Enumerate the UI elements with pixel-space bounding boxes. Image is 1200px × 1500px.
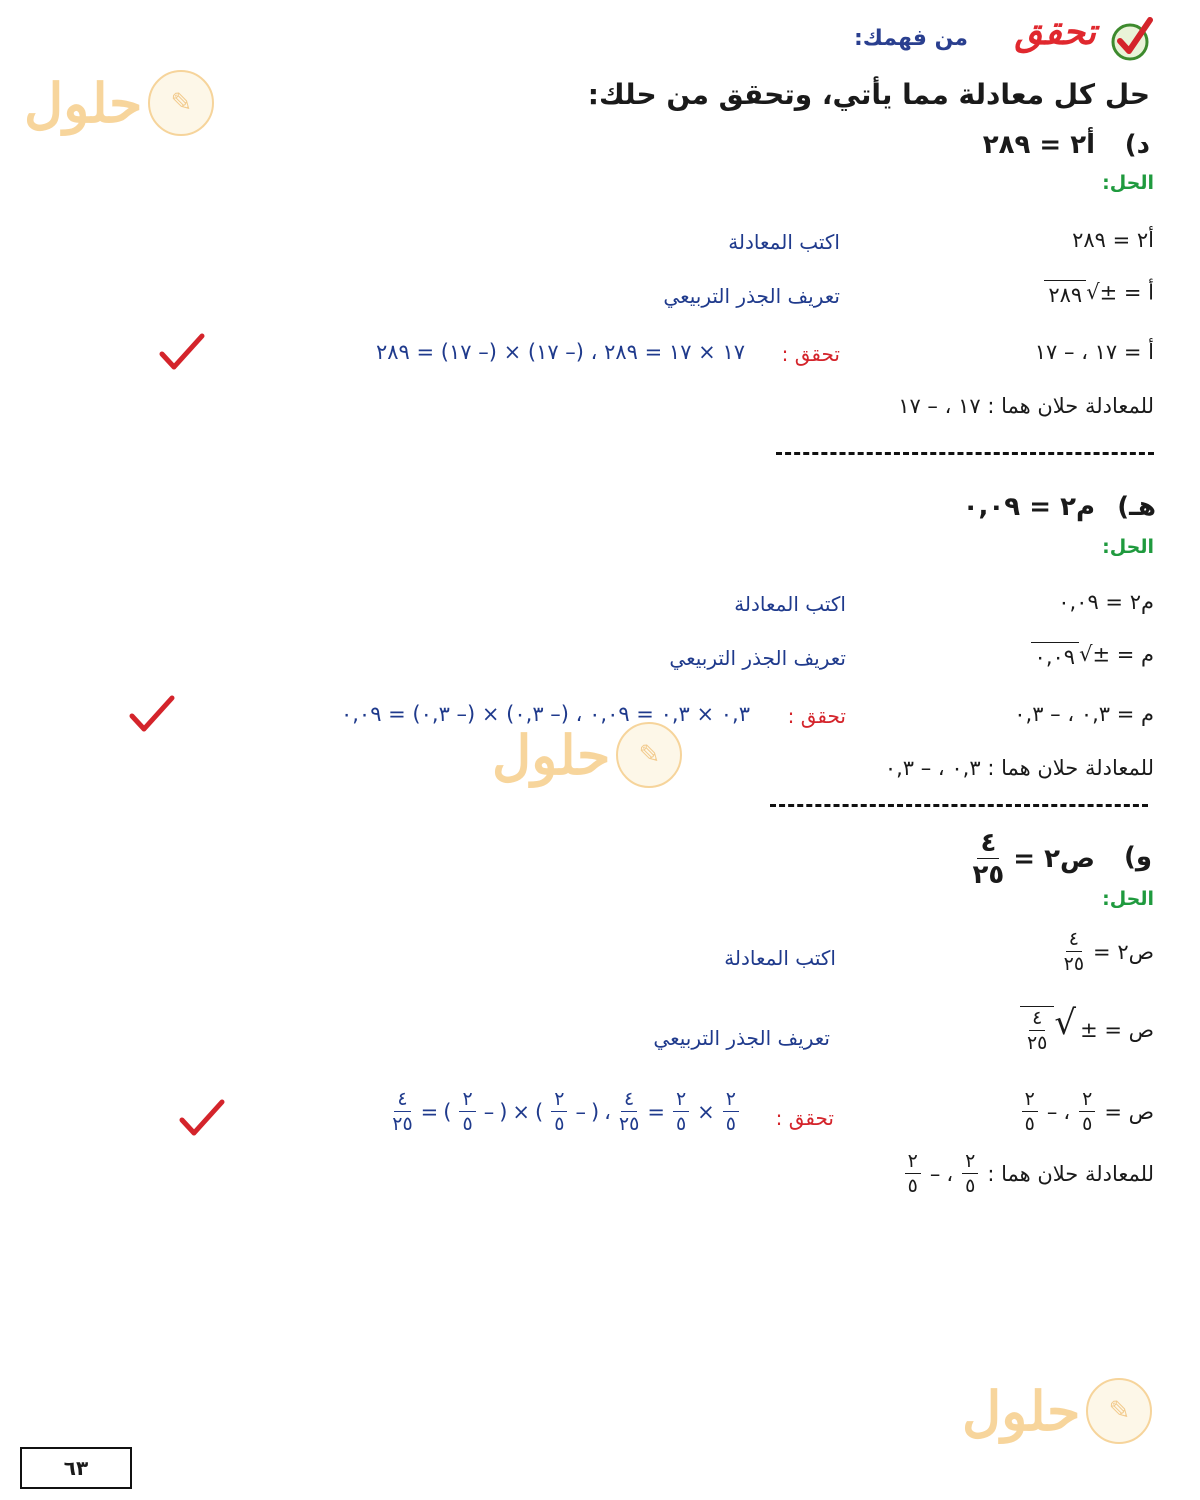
red-check-icon <box>178 1098 226 1142</box>
step-2: ص = ± √ $\frac{٤}{٢٥}$ <box>1020 1006 1154 1053</box>
step-3: أ = ١٧ ، – ١٧ <box>1034 340 1154 364</box>
red-check-icon <box>128 694 176 738</box>
check-label: تحقق : <box>781 342 840 366</box>
watermark-logo: ✎ حلول <box>492 722 682 788</box>
step-reason: اكتب المعادلة <box>734 592 846 616</box>
step-reason: تعريف الجذر التربيعي <box>653 1026 830 1050</box>
solution-label: الحل: <box>1102 888 1154 910</box>
solution-label: الحل: <box>1102 536 1154 558</box>
section-subtitle: من فهمك: <box>853 26 968 51</box>
conclusion: للمعادلة حلان هما : ٠,٣ ، – ٠,٣ <box>884 756 1154 780</box>
check-badge-icon <box>1108 14 1156 66</box>
watermark-logo: ✎ حلول <box>24 70 214 136</box>
step-1: ص٢ = $\frac{٤}{٢٥}$ <box>1063 928 1154 975</box>
red-check-icon <box>158 332 206 376</box>
conclusion: للمعادلة حلان هما : $\frac{٢}{٥}$ ، – $\frac{٢}{٥}$ <box>902 1152 1154 1196</box>
step-reason: تعريف الجذر التربيعي <box>663 284 840 308</box>
watermark-logo: ✎ حلول <box>962 1378 1152 1444</box>
problem-letter: و) <box>1123 842 1152 872</box>
step-3: ص = $\frac{٢}{٥}$ ، – $\frac{٢}{٥}$ <box>1019 1090 1154 1134</box>
step-2: أ = ± √ ٢٨٩ <box>1044 280 1154 307</box>
step-3: م = ٠,٣ ، – ٠,٣ <box>1014 702 1154 726</box>
check-expression: $\frac{٢}{٥}$ × $\frac{٢}{٥}$ = $\frac{٤}{٢٥}$ ، ( – $\frac{٢}{٥}$ ) × ( – $\frac{٢}{٥}$ ) = $\frac{٤}{٢٥}$ <box>389 1090 742 1134</box>
problem-equation: م٢ = ٠,٠٩ <box>962 492 1095 522</box>
solution-label: الحل: <box>1102 172 1154 194</box>
check-label: تحقق : <box>775 1106 834 1130</box>
book-icon: ✎ <box>1086 1378 1152 1444</box>
conclusion: للمعادلة حلان هما : ١٧ ، – ١٧ <box>898 394 1154 418</box>
check-expression: ٠,٣ × ٠,٣ = ٠,٠٩ ، (– ٠,٣) × (– ٠,٣) = ٠,٠٩ <box>340 702 750 726</box>
book-icon: ✎ <box>616 722 682 788</box>
check-expression: ١٧ × ١٧ = ٢٨٩ ، (– ١٧) × (– ١٧) = ٢٨٩ <box>376 340 745 364</box>
problem-equation: ص٢ = $\frac{٤}{٢٥}$ <box>972 828 1095 890</box>
step-1: م٢ = ٠,٠٩ <box>1058 590 1154 614</box>
step-reason: اكتب المعادلة <box>728 230 840 254</box>
step-reason: اكتب المعادلة <box>724 946 836 970</box>
problem-letter: هـ) <box>1117 492 1156 522</box>
problem-equation: أ٢ = ٢٨٩ <box>982 130 1095 160</box>
page-number: ٦٣ <box>20 1447 132 1489</box>
problem-letter: د) <box>1124 130 1150 160</box>
step-reason: تعريف الجذر التربيعي <box>669 646 846 670</box>
step-2: م = ± √ ٠,٠٩ <box>1031 642 1154 669</box>
book-icon: ✎ <box>148 70 214 136</box>
instruction: حل كل معادلة مما يأتي، وتحقق من حلك: <box>587 78 1150 111</box>
check-label: تحقق : <box>787 704 846 728</box>
step-1: أ٢ = ٢٨٩ <box>1072 228 1154 252</box>
section-title: تحقق <box>1014 12 1096 53</box>
divider <box>776 452 1154 455</box>
divider <box>770 804 1148 807</box>
